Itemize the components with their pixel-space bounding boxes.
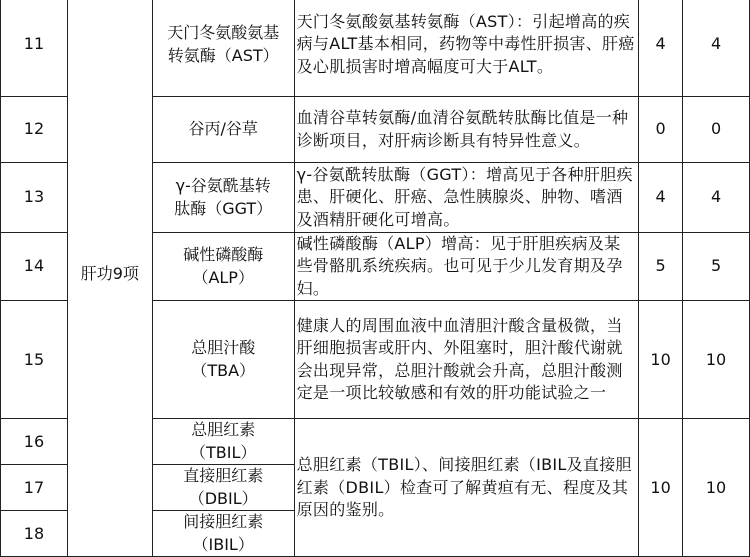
row-number: 12 [1, 97, 68, 163]
bilirubin-value-1: 10 [639, 419, 683, 557]
bilirubin-description: 总胆红素（TBIL）、间接胆红素（IBIL及直接胆红素（DBIL）检查可了解黄疸有无、程度及其原因的鉴别。 [294, 419, 638, 557]
item-description: γ-谷氨酰转肽酶（GGT）：增高见于各种肝胆疾患、肝硬化、肝癌、急性胰腺炎、肿物、嗜酒及酒精肝硬化可增高。 [294, 163, 638, 233]
row-number: 13 [1, 163, 68, 233]
value-1: 4 [639, 0, 683, 97]
item-name: 直接胆红素 （DBIL） [152, 465, 294, 511]
row-number: 11 [1, 0, 68, 97]
table-row [1, 0, 750, 97]
item-name: 天门冬氨酸氨基 转氨酶（AST） [152, 0, 294, 97]
item-name: 间接胆红素 （IBIL） [152, 511, 294, 557]
item-description: 健康人的周围血液中血清胆汁酸含量极微，当肝细胞损害或肝内、外阻塞时，胆汁酸代谢就会出现异常，总胆汁酸就会升高，总胆汁酸测定是一项比较敏感和有效的肝功能试验之一 [294, 301, 638, 419]
value-2: 5 [683, 233, 750, 301]
value-1: 0 [639, 97, 683, 163]
item-description: 血清谷草转氨酶/血清谷氨酰转肽酶比值是一种诊断项目，对肝病诊断具有特异性意义。 [294, 97, 638, 163]
group-label: 肝功9项 [67, 0, 152, 557]
item-name: 碱性磷酸酶 （ALP） [152, 233, 294, 301]
value-1: 5 [639, 233, 683, 301]
row-number: 15 [1, 301, 68, 419]
value-2: 4 [683, 163, 750, 233]
value-2: 0 [683, 97, 750, 163]
item-name: 总胆汁酸 （TBA） [152, 301, 294, 419]
item-name: 谷丙/谷草 [152, 97, 294, 163]
value-2: 4 [683, 0, 750, 97]
value-1: 4 [639, 163, 683, 233]
row-number: 18 [1, 511, 68, 557]
bilirubin-value-2: 10 [683, 419, 750, 557]
row-number: 14 [1, 233, 68, 301]
row-number: 16 [1, 419, 68, 465]
row-number: 17 [1, 465, 68, 511]
value-1: 10 [639, 301, 683, 419]
item-description: 碱性磷酸酶（ALP）增高：见于肝胆疾病及某些骨骼肌系统疾病。也可见于少儿发育期及孕妇。 [294, 233, 638, 301]
value-2: 10 [683, 301, 750, 419]
item-description: 天门冬氨酸氨基转氨酶（AST）：引起增高的疾病与ALT基本相同，药物等中毒性肝损害、肝癌及心肌损害时增高幅度可大于ALT。 [294, 0, 638, 97]
item-name: γ-谷氨酰基转 肽酶（GGT） [152, 163, 294, 233]
item-name: 总胆红素 （TBIL） [152, 419, 294, 465]
